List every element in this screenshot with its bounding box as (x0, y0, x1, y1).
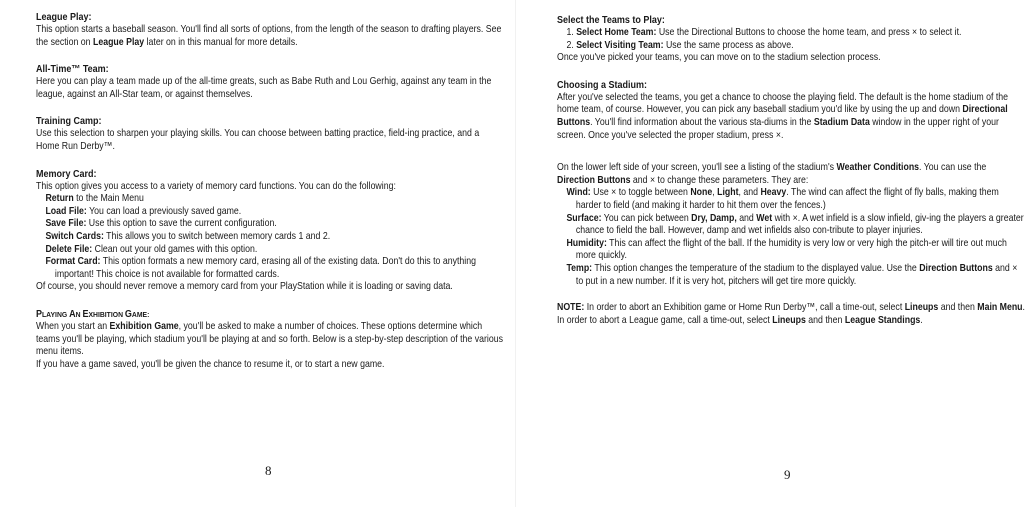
weather-p3: and × to change these parameters. They are: (630, 174, 809, 186)
weather-p2-bold: Direction Buttons (557, 174, 631, 186)
wind-light: Light (717, 187, 739, 199)
heading-small: LAYING (42, 309, 70, 319)
left-column (36, 12, 506, 386)
note-label: NOTE: (557, 302, 585, 314)
page-number-8: 8 (265, 463, 272, 478)
wind-sep: , (712, 187, 718, 199)
surface-text-a: You can pick between (601, 212, 692, 224)
step-number: 2. (566, 39, 577, 51)
exhibition-post: , you'll be asked to make a number of choices. These options determine which teams you'll be playing, which stadium you'll be playing at and so forth. Below is a step-by-step description of the various menu items. (36, 320, 503, 358)
surface-label: Surface: (566, 212, 602, 224)
memory-item-text: This allows you to switch between memory cards 1 and 2. (103, 230, 331, 242)
weather-p1-bold: Weather Conditions (836, 162, 920, 174)
note-lineups: Lineups (904, 302, 939, 314)
exhibition-section (36, 309, 506, 371)
right-page (516, 0, 1031, 507)
step-text: Use the Directional Buttons to choose the home team, and press × to select it. (656, 27, 962, 38)
memory-card-item (36, 231, 505, 244)
heading-cap: G (124, 308, 132, 320)
memory-item-term: Load File: (45, 205, 87, 217)
select-teams-step (557, 40, 1026, 53)
league-play-body: This option starts a baseball season. You'll find all sorts of options, from the length of the season to drafting players. See the section on (36, 24, 502, 48)
select-teams-text (557, 27, 1026, 65)
league-play-text (36, 24, 505, 49)
stadium-p1-bold: Directional Buttons (557, 104, 1008, 128)
page-number-9: 9 (784, 467, 791, 482)
wind-heavy: Heavy (760, 187, 787, 199)
memory-card-item (36, 206, 505, 219)
temp-text-b: and × to put in a new number. If it is very hot, pitchers will get tire more quickly. (575, 262, 1018, 287)
league-play-heading: League Play: (36, 12, 92, 23)
memory-card-item (36, 218, 505, 231)
stadium-p2: . You'll find information about the various sta-diums in the (590, 116, 814, 128)
step-term: Select Home Team: (576, 27, 657, 38)
note-c: and then (938, 302, 978, 314)
heading-small: AME: (131, 309, 150, 319)
note-main-menu: Main Menu (977, 302, 1023, 314)
step-text: Use the same process as above. (663, 39, 794, 51)
surface-options: Dry, Damp, (691, 212, 737, 224)
memory-item-text: This option formats a new memory card, erasing all of the existing data. Don't do this to anything important! This choice is not available for formatted cards. (54, 256, 476, 280)
wind-none: None (690, 187, 713, 199)
all-time-team-body: Here you can play a team made up of the all-time greats, such as Babe Ruth and Lou Gerhig, against any team in the league, against an All-Star team, or against themselves. (36, 76, 492, 100)
training-camp-body: Use this selection to sharpen your playing skills. You can choose between batting practice, field-ing practice, and a Home Run Derby™. (36, 128, 480, 152)
weather-item-humidity (557, 238, 1026, 263)
weather-item-wind (557, 187, 1026, 212)
note-text (557, 302, 1026, 327)
weather-text (557, 162, 1026, 288)
weather-p1: On the lower left side of your screen, you'll see a listing of the stadium's (557, 162, 837, 174)
memory-card-item (36, 256, 505, 281)
surface-text-b: with ×. A wet infield is a slow infield, giv-ing the players a greater chance to field the ball. However, damp and wet infields also con-tribute to player injuries. (575, 212, 1024, 237)
memory-card-section (36, 169, 506, 294)
select-teams-after: Once you've picked your teams, you can move on to the stadium selection process. (557, 52, 881, 64)
wind-text-a: Use × to toggle between (590, 187, 691, 199)
memory-card-item (36, 193, 505, 206)
stadium-section (557, 80, 1027, 142)
note-e: and then (805, 314, 845, 326)
exhibition-text (36, 321, 505, 371)
heading-cap: A (69, 308, 76, 320)
league-play-bold: League Play (92, 36, 145, 48)
select-teams-section (557, 15, 1027, 65)
humidity-text: This can affect the flight of the ball. If the humidity is very low or very high the pitch-er will tire out much more quickly. (575, 237, 1007, 262)
temp-label: Temp: (566, 262, 593, 274)
memory-item-text: to the Main Menu (73, 193, 144, 205)
memory-card-outro: Of course, you should never remove a memory card from your PlayStation while it is loading or saving data. (36, 281, 453, 293)
league-play-section (36, 12, 506, 49)
note-f: . (920, 314, 923, 326)
stadium-p2-bold: Stadium Data (813, 116, 870, 128)
memory-item-text: Use this option to save the current configuration. (86, 218, 277, 230)
exhibition-bold: Exhibition Game (109, 320, 179, 332)
humidity-label: Humidity: (566, 237, 607, 249)
wind-text-b: . The wind can affect the flight of fly balls, making them harder to field (and making it harder to hit them over the fences.) (575, 187, 999, 211)
exhibition-pre: When you start an (36, 320, 110, 332)
left-page (0, 0, 515, 507)
note-section (557, 302, 1027, 327)
exhibition-body2: If you have a game saved, you'll be given the chance to resume it, or to start a new game. (36, 358, 385, 370)
all-time-team-heading: All-Time™ Team: (36, 64, 109, 76)
stadium-p1: After you've selected the teams, you get a chance to choose the playing field. The default is the home stadium of the home team, of course. However, you can pick any baseball stadium you'd like by using the up and down (557, 91, 1009, 116)
step-number: 1. (566, 27, 577, 38)
select-teams-heading: Select the Teams to Play: (557, 15, 665, 26)
note-a: In order to abort an Exhibition game or Home Run Derby™, call a time-out, select (584, 302, 905, 314)
all-time-team-section (36, 64, 506, 101)
stadium-p3: window in the upper right of your screen. Once you've selected the proper stadium, press ×. (557, 116, 999, 141)
memory-item-text: Clean out your old games with this option. (92, 243, 258, 255)
exhibition-heading (36, 309, 459, 321)
right-column (557, 15, 1027, 342)
training-camp-section (36, 116, 506, 153)
heading-cap: E (82, 308, 89, 320)
memory-item-text: You can load a previously saved game. (86, 205, 242, 217)
memory-card-text (36, 181, 505, 294)
exhibition-body (36, 321, 505, 359)
weather-intro (557, 162, 1026, 187)
heading-cap: P (36, 308, 43, 320)
note-d: . In order to abort a League game, call a time-out, select (557, 302, 1025, 326)
wind-label: Wind: (566, 187, 591, 199)
memory-card-item (36, 244, 505, 257)
memory-item-term: Delete File: (45, 243, 93, 255)
weather-section (557, 162, 1027, 288)
memory-card-intro: This option gives you access to a variety of memory card functions. You can do the following: (36, 180, 396, 192)
temp-text-a: This option changes the temperature of the stadium to the displayed value. Use the (592, 262, 920, 274)
memory-item-term: Save File: (45, 218, 87, 230)
memory-item-term: Format Card: (45, 256, 101, 268)
surface-and: and (736, 212, 757, 224)
heading-small: N (75, 309, 83, 319)
weather-item-temp (557, 263, 1026, 288)
stadium-text (557, 92, 1026, 142)
memory-item-term: Return (45, 193, 74, 205)
step-term: Select Visiting Team: (576, 39, 664, 51)
weather-p2: . You can use the (919, 162, 987, 174)
league-play-tail: later on in this manual for more details. (144, 36, 298, 48)
heading-small: XHIBITION (88, 309, 125, 319)
stadium-heading: Choosing a Stadium: (557, 79, 647, 91)
wind-sep: , and (738, 187, 761, 199)
select-teams-step (557, 27, 1026, 40)
training-camp-heading: Training Camp: (36, 116, 102, 128)
note-lineups-2: Lineups (772, 314, 806, 326)
temp-bold: Direction Buttons (919, 262, 993, 274)
memory-card-heading: Memory Card: (36, 168, 97, 180)
surface-wet: Wet (756, 212, 773, 224)
memory-item-term: Switch Cards: (45, 230, 104, 242)
note-league-standings: League Standings (844, 314, 921, 326)
weather-item-surface (557, 213, 1026, 238)
